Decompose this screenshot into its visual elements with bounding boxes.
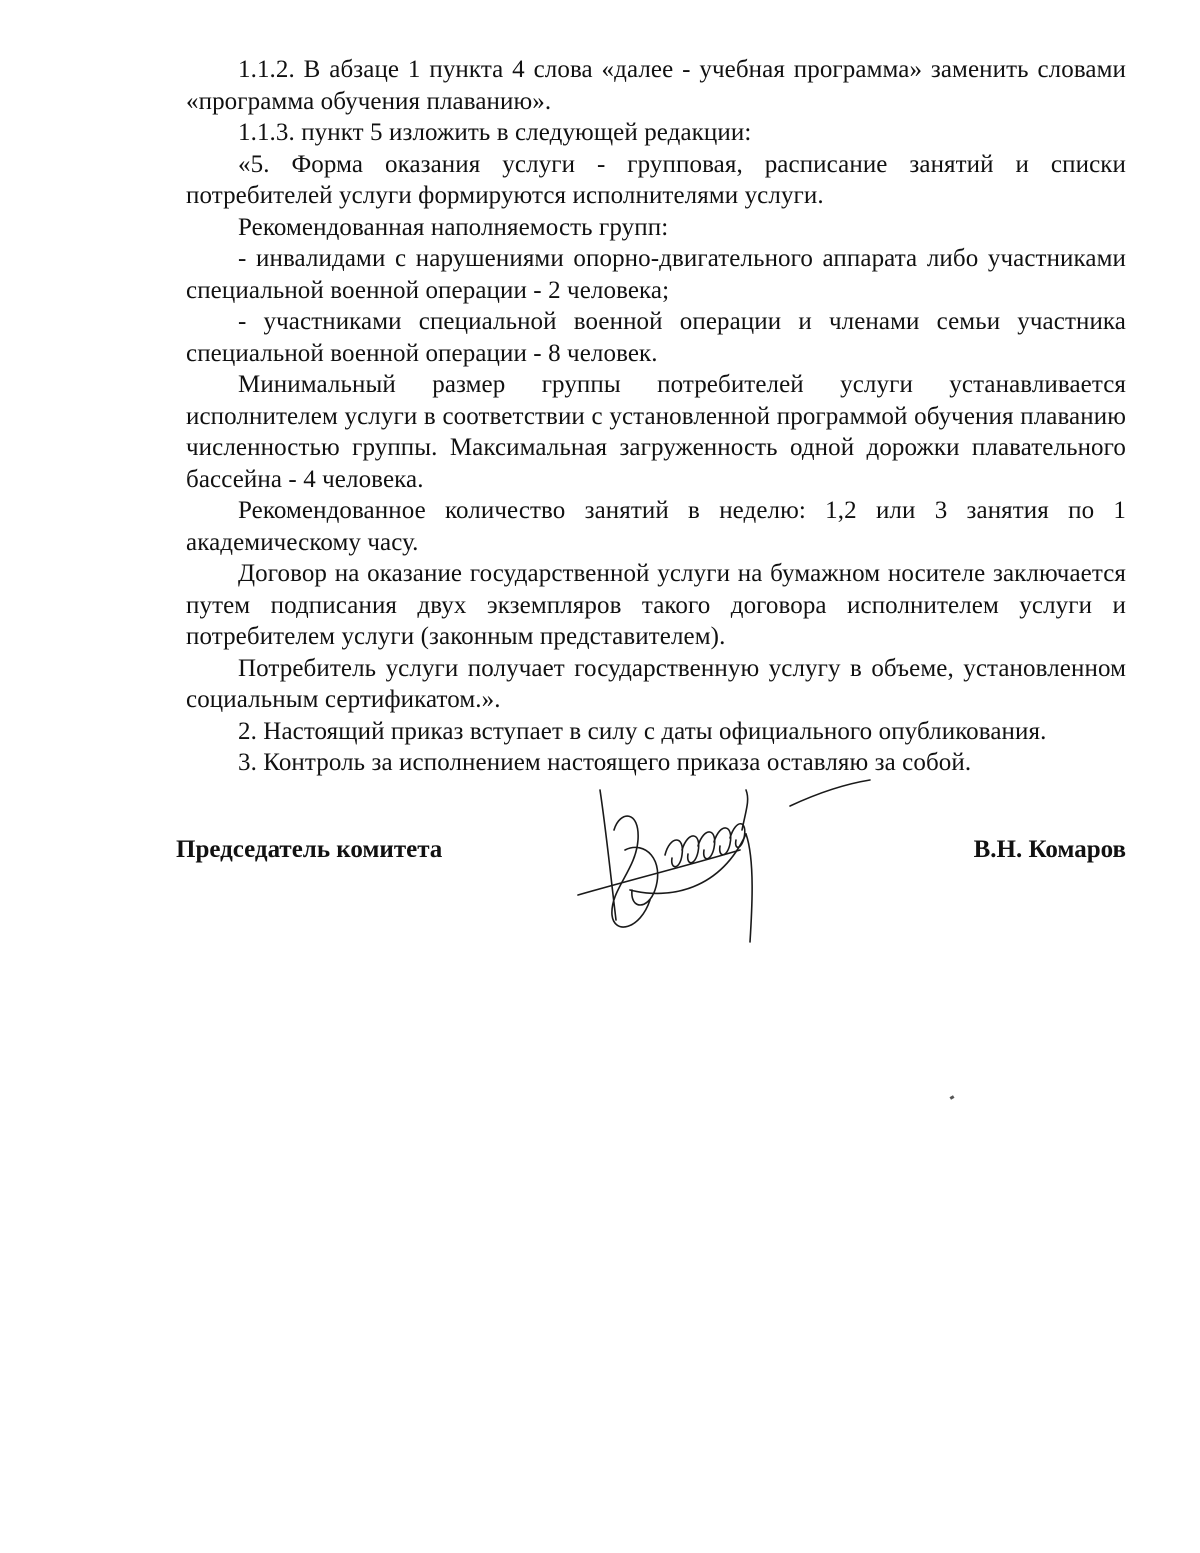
paragraph-group-size-heading: Рекомендованная наполняемость групп: <box>238 213 669 241</box>
signatory-title: Председатель комитета <box>176 836 443 863</box>
paragraph-control: 3. Контроль за исполнением настоящего приказа оставляю за собой. <box>238 749 972 776</box>
paragraph-1-1-2: 1.1.2. В абзаце 1 пункта 4 слова «далее - учебная программа» заменить словами «программа обучения плаванию». <box>186 56 1126 115</box>
paragraph-group-svo: - участниками специальной военной операции и членами семьи участника специальной военной операции - 8 человек. <box>186 308 1126 367</box>
handwritten-signature <box>570 770 890 950</box>
paragraph-1-1-3: 1.1.3. пункт 5 изложить в следующей редакции: <box>238 119 752 146</box>
scan-speck <box>950 1095 955 1100</box>
paragraph-group-disabled: - инвалидами с нарушениями опорно-двигательного аппарата либо участниками специальной военной операции - 2 человека; <box>186 245 1126 304</box>
paragraph-min-group-size: Минимальный размер группы потребителей услуги устанавливается исполнителем услуги в соответствии с установленной программой обучения плаванию численностью группы. Максимальная загруженность одной дорожки плавательного бассейна - 4 человека. <box>186 371 1126 493</box>
paragraph-effective-date: 2. Настоящий приказ вступает в силу с даты официального опубликования. <box>238 717 1047 745</box>
document-body <box>186 54 1126 779</box>
signatory-name: В.Н. Комаров <box>973 836 1126 863</box>
paragraph-contract: Договор на оказание государственной услуги на бумажном носителе заключается путем подписания двух экземпляров такого договора исполнителем услуги и потребителем услуги (законным представителем). <box>186 560 1126 650</box>
paragraph-consumer-volume: Потребитель услуги получает государственную услугу в объеме, установленном социальным сертификатом.». <box>186 654 1126 713</box>
paragraph-lessons-per-week: Рекомендованное количество занятий в неделю: 1,2 или 3 занятия по 1 академическому часу. <box>186 497 1126 556</box>
paragraph-form-of-service: «5. Форма оказания услуги - групповая, расписание занятий и списки потребителей услуги формируются исполнителями услуги. <box>186 150 1126 209</box>
